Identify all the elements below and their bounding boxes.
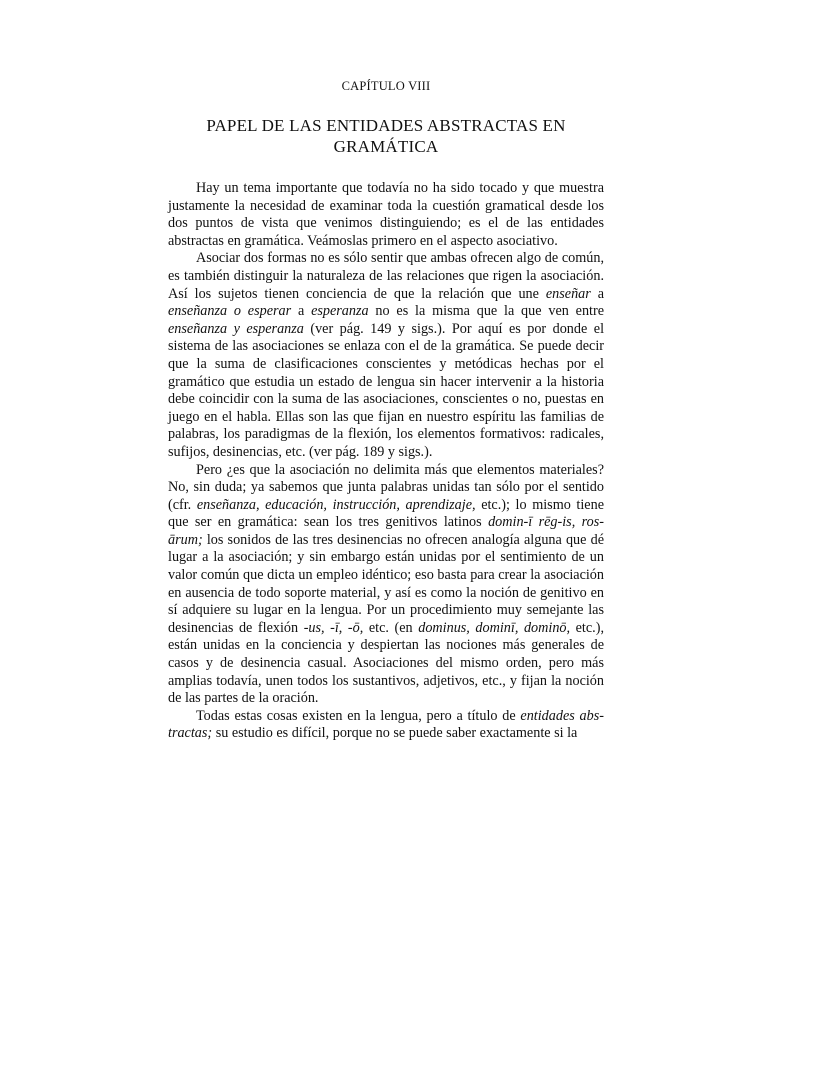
paragraph: [168, 462, 604, 708]
text-run: a: [590, 285, 604, 302]
paragraph: [168, 180, 604, 250]
text-run: no es la misma que la que ven entre: [368, 303, 604, 320]
text-run: a: [291, 303, 312, 320]
text-run: su estudio es difícil, porque no se puede saber exactamente si la: [212, 725, 578, 742]
paragraph: [168, 708, 604, 743]
text-run: Todas estas cosas existen en la lengua, pero a título de: [196, 707, 521, 724]
text-run: etc.), están unidas en la conciencia y despiertan las nociones más generales de casos y de desinencia casual. Asociaciones del mismo orden, pero más amplias todavía, unen todos los sustantivos, adjetivos, etc., y fijan la noción de las partes de la oración.: [168, 619, 604, 707]
chapter-title: [200, 115, 572, 157]
italic-text: -us, -ī, -ō,: [303, 619, 364, 636]
chapter-title-line-1: PAPEL DE LAS ENTIDADES ABSTRACTAS EN: [206, 116, 566, 135]
text-run: los sonidos de las tres desinencias no ofrecen analogía alguna que dé lugar a la asociación; y sin embargo están unidas por el sentimiento de un valor común que dicta un empleo idéntico; eso basta para crear la asociación en ausencia de todo soporte material, y así es como la noción de genitivo en sí adquiere su lugar en la lengua. Por un procedimiento muy semejante las desinencias de flexión: [168, 531, 604, 636]
text-run: Pero ¿es que la asociación no delimita más que elementos materiales? No, sin duda; ya sabemos que junta palabras unidas tan sólo por el sentido (cfr.: [168, 461, 604, 513]
text-run: etc.); lo mismo tiene que ser en gramática: sean los tres genitivos latinos: [168, 496, 604, 531]
italic-text: enseñanza, educación, instrucción, aprendizaje,: [196, 496, 476, 513]
chapter-label: CAPÍTULO VIII: [341, 79, 431, 93]
italic-text: entidades abstractas;: [168, 707, 604, 742]
text-run: Asociar dos formas no es sólo sentir que ambas ofrecen algo de común, es también distinguir la naturaleza de las relaciones que rigen la asociación. Así los sujetos tienen conciencia de que la relación que une: [168, 250, 604, 302]
italic-text: enseñanza o esperar: [168, 303, 292, 320]
text-run: Hay un tema importante que todavía no ha sido tocado y que muestra justamente la necesidad de examinar toda la cuestión gramatical desde los dos puntos de vista que venimos distinguiendo; es el de las entidades abstractas en gramática. Veámoslas primero en el aspecto asociativo.: [168, 180, 604, 249]
text-run: etc. (en: [363, 619, 419, 636]
italic-text: esperanza: [311, 303, 369, 320]
text-run: (ver pág. 149 y sigs.). Por aquí es por donde el sistema de las asociaciones se enlaza con el de la gramática. Se puede decir que la suma de clasificaciones conscientes y metódicas hechas por el gramático que estudia un estado de lengua sin hacer intervenir a la historia debe coincidir con la suma de las asociaciones, conscientes o no, puestas en juego en el habla. Ellas son las que fijan en nuestro espíritu las familias de palabras, los paradigmas de la flexión, los elementos formativos: radicales, sufijos, desinencias, etc. (ver pág. 189 y sigs.).: [168, 320, 605, 460]
body-text: [168, 180, 604, 743]
italic-text: dominus, dominī, dominō,: [418, 619, 571, 636]
italic-text: enseñanza y esperanza: [168, 320, 304, 337]
italic-text: domin-ī rēg-is, ros-ārum;: [168, 514, 604, 548]
italic-text: enseñar: [545, 285, 591, 302]
chapter-title-line-2: GRAMÁTICA: [333, 137, 439, 156]
paragraph: [168, 250, 604, 461]
